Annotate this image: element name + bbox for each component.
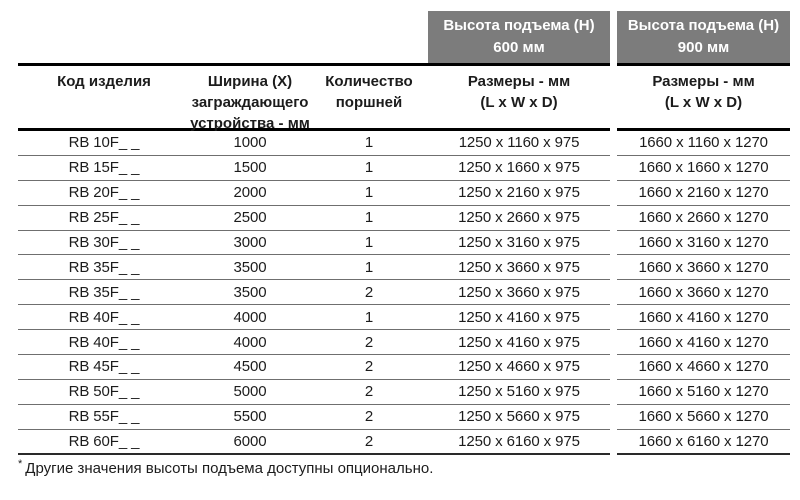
- dims-600-cell: 1250 x 2660 x 975: [428, 206, 610, 231]
- table-row: [18, 255, 790, 280]
- column-header-row: [18, 63, 790, 131]
- header-dims-600: [428, 63, 610, 131]
- header-dims-900: [617, 63, 790, 131]
- footnote-text: Другие значения высоты подъема доступны опционально.: [25, 460, 434, 477]
- dims-600-cell: 1250 x 3660 x 975: [428, 280, 610, 305]
- dims-600-cell: 1250 x 2160 x 975: [428, 181, 610, 206]
- height-band-row: [18, 11, 790, 63]
- band-header-height-600: [428, 11, 610, 63]
- pistons-cell: 2: [310, 430, 428, 455]
- pistons-cell: 1: [310, 156, 428, 181]
- dims-600-cell: 1250 x 4160 x 975: [428, 305, 610, 330]
- dims-900-cell: 1660 x 6160 x 1270: [617, 430, 790, 455]
- pistons-cell: 1: [310, 206, 428, 231]
- product-code-cell: RB 15F_ _: [18, 156, 190, 181]
- table-row: [18, 355, 790, 380]
- width-cell: 2000: [190, 181, 310, 206]
- row-gutter: [610, 430, 617, 455]
- table-row: [18, 131, 790, 156]
- width-cell: 2500: [190, 206, 310, 231]
- table-row: [18, 280, 790, 305]
- width-cell: 4000: [190, 330, 310, 355]
- width-cell: 3500: [190, 255, 310, 280]
- pistons-cell: 1: [310, 305, 428, 330]
- band-gutter: [610, 11, 617, 63]
- dims-900-cell: 1660 x 4160 x 1270: [617, 305, 790, 330]
- dims-900-cell: 1660 x 5660 x 1270: [617, 405, 790, 430]
- product-code-cell: RB 50F_ _: [18, 380, 190, 405]
- dims-900-cell: 1660 x 2660 x 1270: [617, 206, 790, 231]
- product-code-cell: RB 40F_ _: [18, 305, 190, 330]
- table-row: [18, 181, 790, 206]
- table-row: [18, 430, 790, 455]
- product-spec-table: [18, 11, 790, 455]
- header-width-line3: устройства - мм: [190, 115, 310, 132]
- header-pistons: [310, 63, 428, 131]
- header-width-line2: заграждающего: [191, 94, 309, 111]
- table-row: [18, 305, 790, 330]
- product-code-cell: RB 55F_ _: [18, 405, 190, 430]
- header-dims-900-line1: Размеры - мм: [652, 73, 755, 90]
- pistons-cell: 2: [310, 330, 428, 355]
- dims-600-cell: 1250 x 4160 x 975: [428, 330, 610, 355]
- row-gutter: [610, 156, 617, 181]
- dims-900-cell: 1660 x 2160 x 1270: [617, 181, 790, 206]
- table-row: [18, 380, 790, 405]
- band-spacer: [18, 11, 428, 63]
- pistons-cell: 1: [310, 231, 428, 256]
- row-gutter: [610, 255, 617, 280]
- product-code-cell: RB 25F_ _: [18, 206, 190, 231]
- product-code-cell: RB 35F_ _: [18, 280, 190, 305]
- pistons-cell: 2: [310, 280, 428, 305]
- dims-900-cell: 1660 x 4160 x 1270: [617, 330, 790, 355]
- table-body: [18, 131, 790, 455]
- table-row: [18, 156, 790, 181]
- row-gutter: [610, 231, 617, 256]
- band-height-900-value: 900 мм: [677, 39, 730, 56]
- header-dims-600-line2: (L x W x D): [480, 94, 558, 111]
- width-cell: 1000: [190, 131, 310, 156]
- band-height-600-value: 600 мм: [493, 39, 545, 56]
- table-row: [18, 231, 790, 256]
- pistons-cell: 2: [310, 405, 428, 430]
- row-gutter: [610, 131, 617, 156]
- pistons-cell: 1: [310, 131, 428, 156]
- width-cell: 4000: [190, 305, 310, 330]
- footnote-marker: *: [18, 458, 23, 470]
- product-code-cell: RB 60F_ _: [18, 430, 190, 455]
- product-code-cell: RB 40F_ _: [18, 330, 190, 355]
- row-gutter: [610, 380, 617, 405]
- band-height-600-title: Высота подъема (H): [443, 17, 595, 34]
- header-product-code: [18, 63, 190, 131]
- dims-900-cell: 1660 x 3160 x 1270: [617, 231, 790, 256]
- table-row: [18, 206, 790, 231]
- dims-900-cell: 1660 x 3660 x 1270: [617, 255, 790, 280]
- header-pistons-line2: поршней: [335, 94, 403, 111]
- product-code-cell: RB 45F_ _: [18, 355, 190, 380]
- dims-600-cell: 1250 x 1660 x 975: [428, 156, 610, 181]
- pistons-cell: 1: [310, 181, 428, 206]
- product-code-cell: RB 35F_ _: [18, 255, 190, 280]
- header-dims-900-line2: (L x W x D): [664, 94, 743, 111]
- pistons-cell: 2: [310, 380, 428, 405]
- row-gutter: [610, 330, 617, 355]
- width-cell: 5500: [190, 405, 310, 430]
- header-width: [190, 63, 310, 131]
- row-gutter: [610, 355, 617, 380]
- header-dims-600-line1: Размеры - мм: [467, 73, 571, 90]
- pistons-cell: 2: [310, 355, 428, 380]
- product-code-cell: RB 10F_ _: [18, 131, 190, 156]
- pistons-cell: 1: [310, 255, 428, 280]
- dims-600-cell: 1250 x 3160 x 975: [428, 231, 610, 256]
- row-gutter: [610, 181, 617, 206]
- product-code-cell: RB 30F_ _: [18, 231, 190, 256]
- band-height-900-title: Высота подъема (H): [627, 17, 780, 34]
- header-gutter: [610, 63, 617, 131]
- dims-600-cell: 1250 x 6160 x 975: [428, 430, 610, 455]
- table-row: [18, 330, 790, 355]
- dims-600-cell: 1250 x 5660 x 975: [428, 405, 610, 430]
- width-cell: 6000: [190, 430, 310, 455]
- dims-900-cell: 1660 x 1660 x 1270: [617, 156, 790, 181]
- dims-900-cell: 1660 x 4660 x 1270: [617, 355, 790, 380]
- dims-900-cell: 1660 x 3660 x 1270: [617, 280, 790, 305]
- dims-600-cell: 1250 x 3660 x 975: [428, 255, 610, 280]
- dims-900-cell: 1660 x 5160 x 1270: [617, 380, 790, 405]
- width-cell: 3500: [190, 280, 310, 305]
- width-cell: 1500: [190, 156, 310, 181]
- dims-600-cell: 1250 x 5160 x 975: [428, 380, 610, 405]
- dims-600-cell: 1250 x 1160 x 975: [428, 131, 610, 156]
- header-pistons-line1: Количество: [325, 73, 413, 90]
- table-row: [18, 405, 790, 430]
- row-gutter: [610, 305, 617, 330]
- footnote: [18, 458, 433, 477]
- row-gutter: [610, 405, 617, 430]
- width-cell: 5000: [190, 380, 310, 405]
- width-cell: 3000: [190, 231, 310, 256]
- width-cell: 4500: [190, 355, 310, 380]
- dims-900-cell: 1660 x 1160 x 1270: [617, 131, 790, 156]
- row-gutter: [610, 280, 617, 305]
- header-width-line1: Ширина (X): [207, 73, 293, 90]
- row-gutter: [610, 206, 617, 231]
- band-header-height-900: [617, 11, 790, 63]
- dims-600-cell: 1250 x 4660 x 975: [428, 355, 610, 380]
- header-product-code-line: Код изделия: [57, 73, 151, 90]
- product-code-cell: RB 20F_ _: [18, 181, 190, 206]
